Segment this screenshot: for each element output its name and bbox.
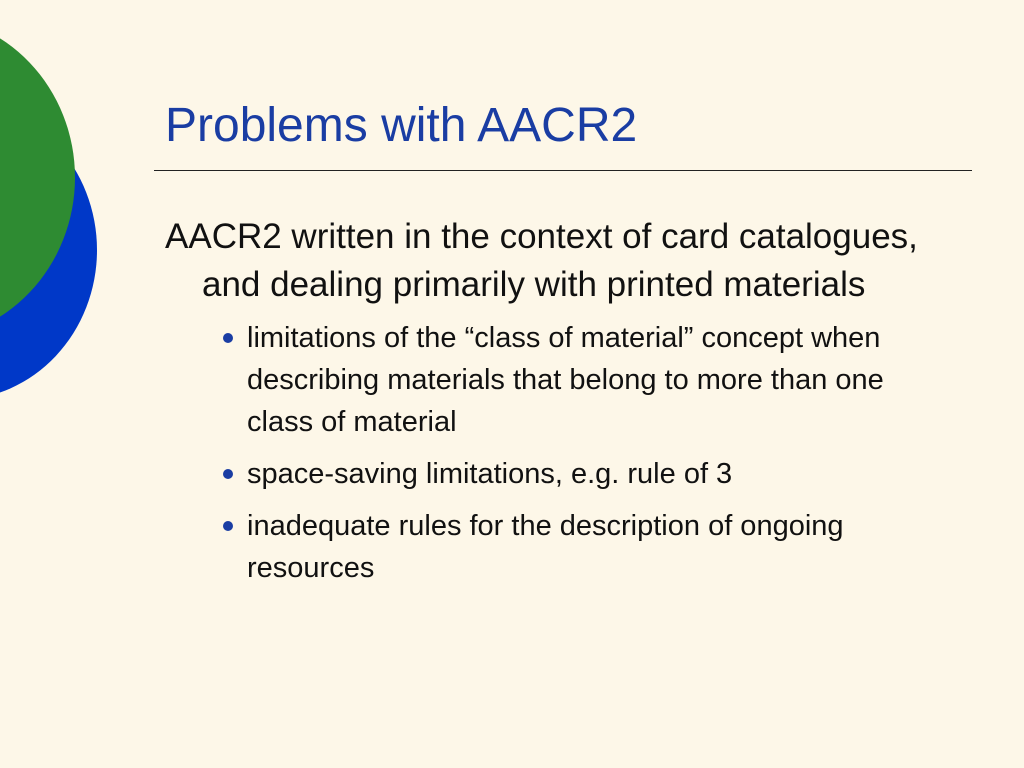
slide-title: Problems with AACR2 xyxy=(165,99,638,152)
bullet-dot-icon xyxy=(223,469,233,479)
sub-point xyxy=(223,453,925,495)
sub-point-text: inadequate rules for the description of ongoing resources xyxy=(247,510,844,584)
sub-point xyxy=(223,505,925,589)
bullet-dot-icon xyxy=(223,333,233,343)
sub-point-text: space-saving limitations, e.g. rule of 3 xyxy=(247,458,733,490)
title-divider xyxy=(154,170,972,171)
main-point: AACR2 written in the context of card catalogues, and dealing primarily with printed materials xyxy=(165,217,918,304)
sub-point-list xyxy=(165,317,925,589)
sub-point xyxy=(223,317,925,443)
bullet-dot-icon xyxy=(223,521,233,531)
sub-point-text: limitations of the “class of material” concept when describing materials that belong to more than one class of material xyxy=(247,322,884,438)
slide-body xyxy=(165,213,925,599)
